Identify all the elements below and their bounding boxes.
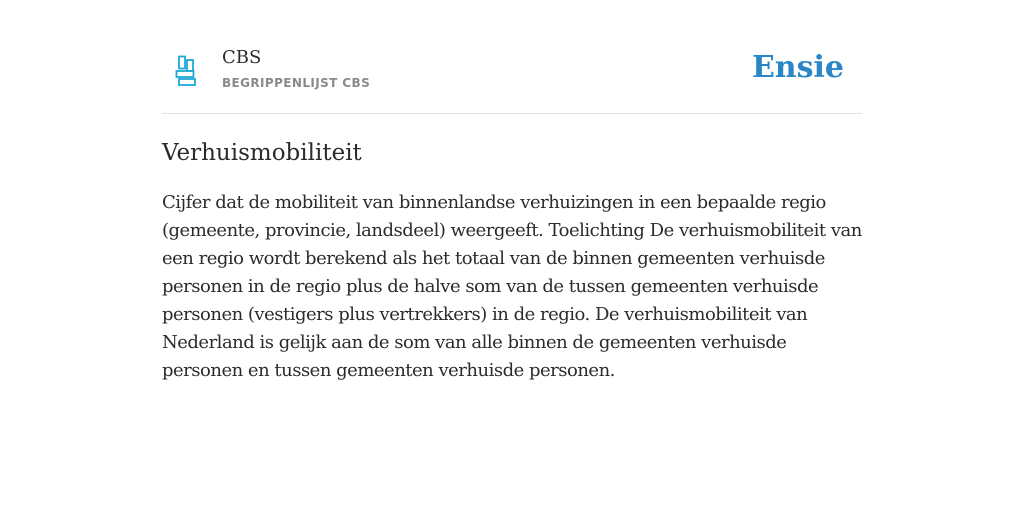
term-definition: Cijfer dat de mobiliteit van binnenlandse verhuizingen in een bepaalde regio (gemeente, provincie, landsdeel) weergeeft. Toelichting De verhuismobiliteit van een regio wordt berekend als het totaal van de binnen gemeenten verhuisde personen in de regio plus de halve som van de tussen gemeenten verhuisde personen (vestigers plus vertrekkers) in de regio. De verhuismobiliteit van Nederland is gelijk aan de som van alle binnen de gemeenten verhuisde personen en tussen gemeenten verhuisde personen. [162, 192, 862, 381]
header [162, 40, 862, 114]
term-title: Verhuismobiliteit [162, 140, 362, 166]
org-name[interactable]: CBS [222, 47, 262, 68]
term-content [162, 136, 866, 385]
cbs-logo-icon [175, 55, 197, 87]
brand-logo[interactable]: Ensie [751, 50, 844, 85]
org-subtitle[interactable]: BEGRIPPENLIJST CBS [222, 76, 371, 90]
